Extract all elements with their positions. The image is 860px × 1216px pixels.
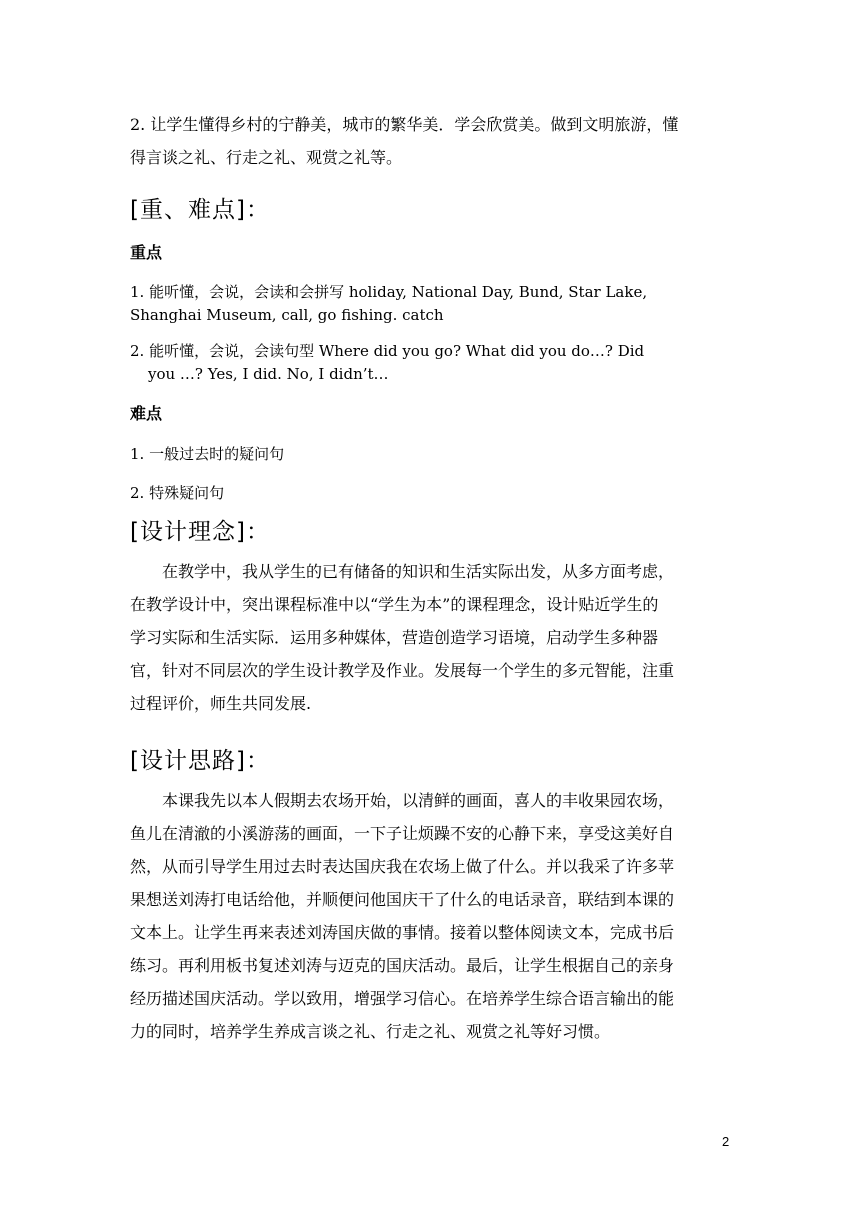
page-number: 2	[722, 1134, 730, 1149]
emphasis-item-line: 2. 能听懂，会说，会读句型 Where did you go? What did you do…? Did	[130, 342, 645, 360]
goal-line: 2. 让学生懂得乡村的宁静美，城市的繁华美．学会欣赏美。做到文明旅游，懂	[130, 115, 679, 134]
ideas-line: 经历描述国庆活动。学以致用，增强学习信心。在培养学生综合语言输出的能	[130, 989, 675, 1008]
design-ideas-heading: [设计思路]：	[130, 748, 270, 774]
design-ideas-body	[130, 784, 730, 1048]
emphasis-label: 重点	[130, 243, 163, 262]
emphasis-item-line: Shanghai Museum, call, go fishing. catch	[130, 306, 444, 324]
ideas-line: 鱼儿在清澈的小溪游荡的画面，一下子让烦躁不安的心静下来，享受这美好自	[130, 824, 675, 843]
difficulty-item: 2. 特殊疑问句	[130, 484, 225, 502]
goal-line: 得言谈之礼、行走之礼、观赏之礼等。	[130, 148, 403, 167]
concept-line: 在教学中，我从学生的已有储备的知识和生活实际出发，从多方面考虑，	[162, 562, 675, 581]
ideas-line: 练习。再利用板书复述刘涛与迈克的国庆活动。最后，让学生根据自己的亲身	[130, 956, 675, 975]
teaching-goal-2	[130, 108, 730, 174]
concept-line: 官，针对不同层次的学生设计教学及作业。发展每一个学生的多元智能，注重	[130, 661, 675, 680]
concept-line: 在教学设计中，突出课程标准中以“学生为本”的课程理念，设计贴近学生的	[130, 595, 659, 614]
concept-line: 过程评价，师生共同发展.	[130, 694, 312, 713]
design-concept-heading: [设计理念]：	[130, 519, 270, 545]
ideas-line: 本课我先以本人假期去农场开始，以清鲜的画面，喜人的丰收果园农场，	[162, 791, 675, 810]
key-points-heading: [重、难点]：	[130, 197, 270, 223]
emphasis-item-line: you …? Yes, I did. No, I didn’t…	[148, 365, 389, 383]
ideas-line: 文本上。让学生再来表述刘涛国庆做的事情。接着以整体阅读文本，完成书后	[130, 923, 675, 942]
design-concept-body	[130, 555, 730, 720]
emphasis-item	[130, 340, 730, 386]
ideas-line: 然，从而引导学生用过去时表达国庆我在农场上做了什么。并以我采了许多苹	[130, 857, 675, 876]
emphasis-item-line: 1. 能听懂，会说，会读和会拼写 holiday, National Day, Bund, Star Lake,	[130, 283, 648, 301]
difficulty-label: 难点	[130, 404, 163, 423]
concept-line: 学习实际和生活实际．运用多种媒体，营造创造学习语境，启动学生多种器	[130, 628, 659, 647]
difficulty-item: 1. 一般过去时的疑问句	[130, 445, 285, 463]
emphasis-item	[130, 281, 730, 327]
ideas-line: 力的同时，培养学生养成言谈之礼、行走之礼、观赏之礼等好习惯。	[130, 1022, 611, 1041]
ideas-line: 果想送刘涛打电话给他，并顺便问他国庆干了什么的电话录音，联结到本课的	[130, 890, 675, 909]
